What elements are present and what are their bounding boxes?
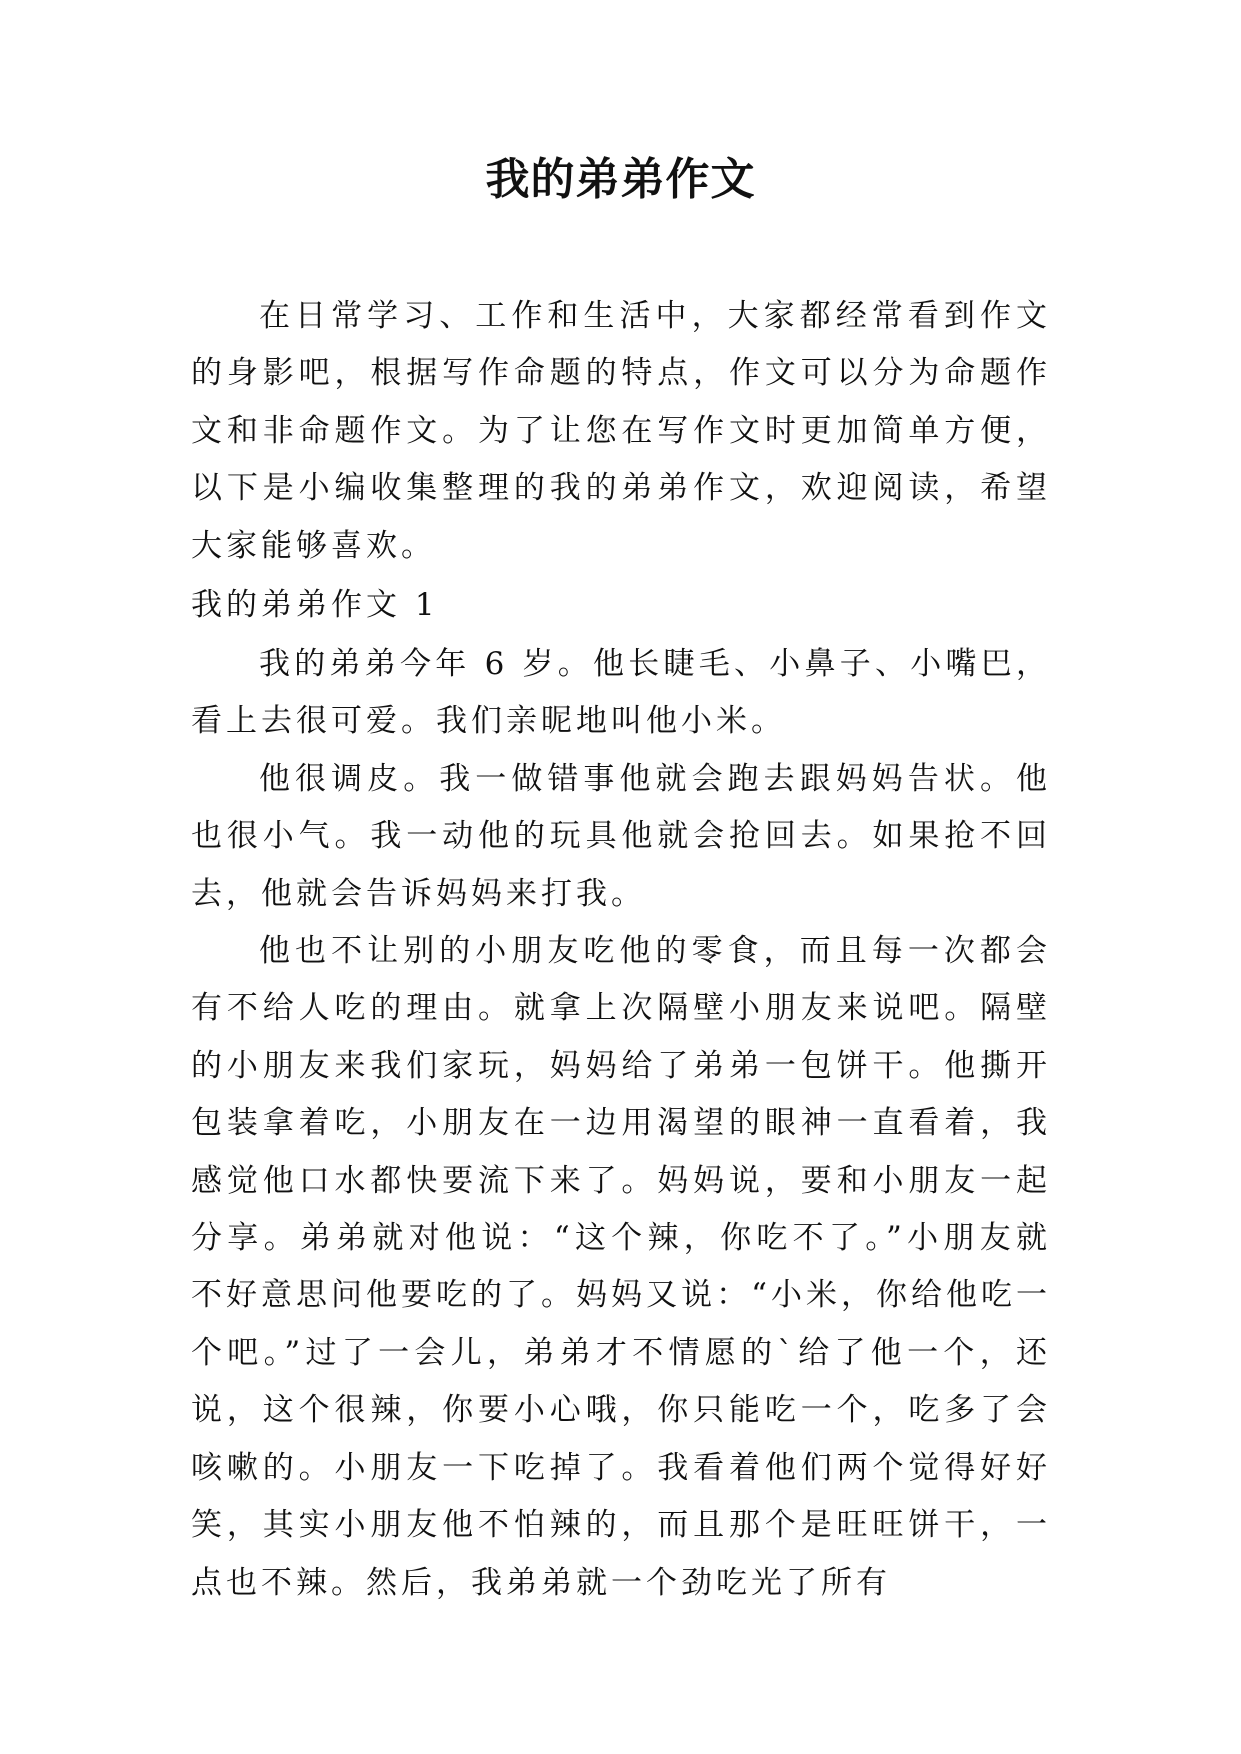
intro-paragraph: 在日常学习、工作和生活中，大家都经常看到作文的身影吧，根据写作命题的特点，作文可以分为命题作文和非命题作文。为了让您在写作文时更加简单方便，以下是小编收集整理的我的弟弟作文，欢迎阅读，希望大家能够喜欢。 [191,298,1051,564]
section-heading: 我的弟弟作文 1 [191,587,439,623]
document-title: 我的弟弟作文 [485,154,756,205]
essay-paragraph: 我的弟弟今年 6 岁。他长睫毛、小鼻子、小嘴巴，看上去很可爱。我们亲昵地叫他小米。 [191,646,1051,740]
essay-paragraph: 他很调皮。我一做错事他就会跑去跟妈妈告状。他也很小气。我一动他的玩具他就会抢回去。如果抢不回去，他就会告诉妈妈来打我。 [191,760,1051,912]
essay-body [191,636,1051,1612]
essay-paragraph: 他也不让别的小朋友吃他的零食，而且每一次都会有不给人吃的理由。就拿上次隔壁小朋友来说吧。隔壁的小朋友来我们家玩，妈妈给了弟弟一包饼干。他撕开包装拿着吃，小朋友在一边用渴望的眼神一直看着，我感觉他口水都快要流下来了。妈妈说，要和小朋友一起分享。弟弟就对他说：“这个辣，你吃不了。”小朋友就不好意思问他要吃的了。妈妈又说：“小米，你给他吃一个吧。”过了一会儿，弟弟才不情愿的`给了他一个，还说，这个很辣，你要小心哦，你只能吃一个，吃多了会咳嗽的。小朋友一下吃掉了。我看着他们两个觉得好好笑，其实小朋友他不怕辣的，而且那个是旺旺饼干，一点也不辣。然后，我弟弟就一个劲吃光了所有 [191,933,1051,1601]
